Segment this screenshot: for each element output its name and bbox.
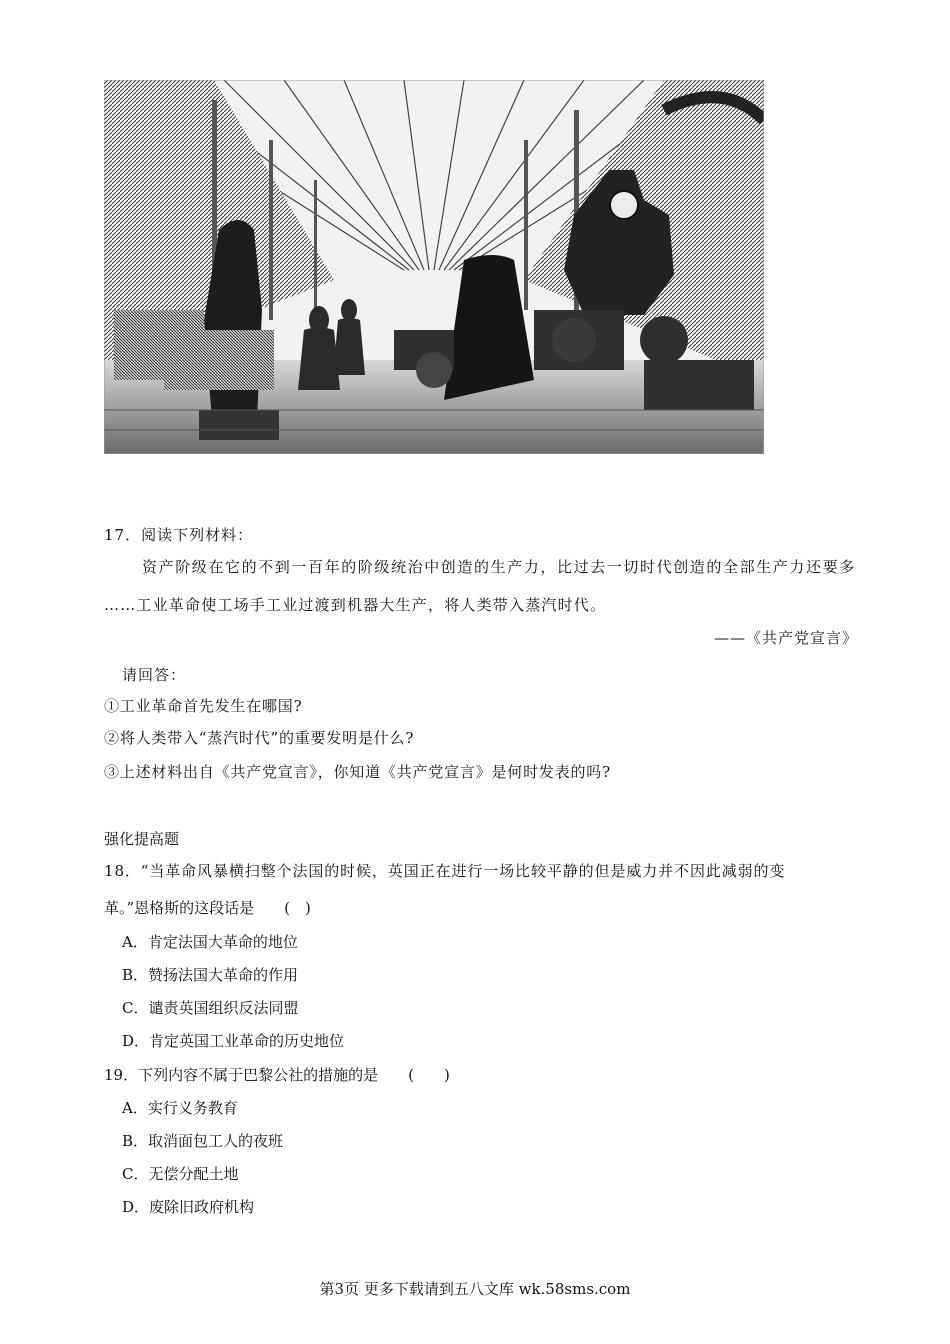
question-19-option-a: A．实行义务教育: [122, 1099, 238, 1117]
question-17-prompt: 请回答：: [122, 666, 187, 684]
question-18-option-a: A．肯定法国大革命的地位: [122, 933, 298, 951]
section-title: 强化提高题: [104, 830, 180, 848]
question-17-material-line2: ……工业革命使工场手工业过渡到机器大生产，将人类带入蒸汽时代。: [104, 596, 607, 614]
question-19-option-d: D．废除旧政府机构: [122, 1198, 255, 1216]
question-18-stem-line1: 18．“当革命风暴横扫整个法国的时候，英国正在进行一场比较平静的但是威力并不因此减弱的变: [104, 862, 786, 880]
question-18-option-c: C．谴责英国组织反法同盟: [122, 999, 299, 1017]
factory-engraving-image: [104, 80, 764, 454]
question-18-stem-line2: 革。”恩格斯的这段话是 ( ): [104, 899, 311, 917]
question-17-source: ——《共产党宣言》: [713, 629, 858, 647]
question-17-title: 17．阅读下列材料：: [104, 526, 254, 544]
question-19-option-b: B．取消面包工人的夜班: [122, 1132, 284, 1150]
question-18-option-d: D．肯定英国工业革命的历史地位: [122, 1032, 345, 1050]
page-footer: 第3页 更多下载请到五八文库 wk.58sms.com: [319, 1280, 631, 1298]
question-17-item: ③上述材料出自《共产党宣言》，你知道《共产党宣言》是何时发表的吗?: [104, 763, 611, 781]
question-17-material-line1: 资产阶级在它的不到一百年的阶级统治中创造的生产力，比过去一切时代创造的全部生产力还要多: [142, 558, 856, 576]
question-19-stem: 19．下列内容不属于巴黎公社的措施的是 ( ): [104, 1066, 450, 1084]
question-18-option-b: B．赞扬法国大革命的作用: [122, 966, 299, 984]
question-17-item: ①工业革命首先发生在哪国?: [104, 697, 303, 715]
question-19-option-c: C．无偿分配土地: [122, 1165, 239, 1183]
question-17-item: ②将人类带入“蒸汽时代”的重要发明是什么?: [104, 729, 415, 747]
